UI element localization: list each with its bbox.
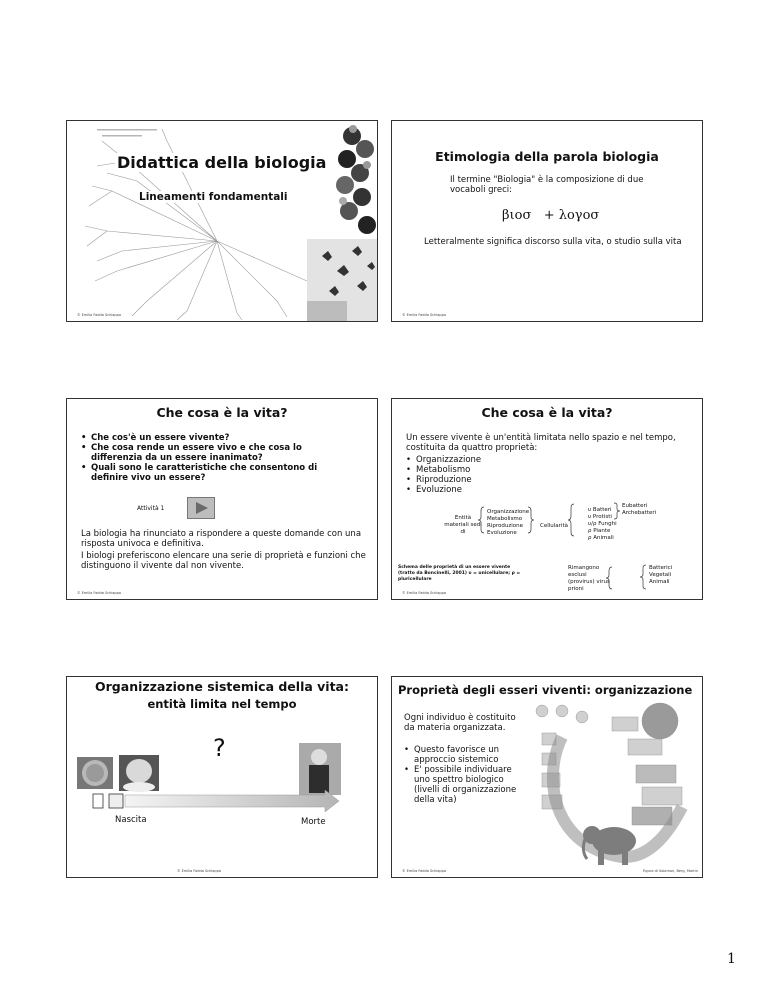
play-icon[interactable] (187, 497, 215, 519)
kingdom-item: ρ Piante (588, 528, 611, 534)
slide4-intro: Un essere vivente è un'entità limitata nello spazio e nel tempo, costituita da quattro proprietà: (406, 433, 676, 453)
greek-words: βιοσ + λογοσ (502, 208, 600, 223)
excluded-label: Rimangono esclusi (provirus) virus prioni (568, 565, 610, 592)
property-item: • Riproduzione (406, 475, 481, 485)
slide3-para1: La biologia ha rinunciato a rispondere a queste domande con una risposta univoca e definitiva. (81, 529, 362, 549)
elderly-man-photo (299, 743, 341, 795)
molecule-image (336, 125, 376, 234)
schema-caption: Schema delle proprietà di un essere vivente (tratto da Boncinelli, 2001) υ = unicellulare; ρ = pluricellulare (398, 565, 521, 582)
phylogenetic-tree-image (67, 121, 377, 321)
props-box (487, 509, 529, 537)
slide4-title: Che cosa è la vita? (481, 405, 613, 420)
bacteria-list (622, 503, 656, 517)
slide2-line2: Letteralmente significa discorso sulla vita, o studio sulla vita (424, 237, 682, 247)
box-item: Metabolismo (487, 516, 523, 522)
virus-host-item: Vegetali (649, 572, 672, 578)
bullet-item: • E' possibile individuare uno spettro biologico (livelli di organizzazione della vita) (404, 765, 522, 805)
slide6-intro: Ogni individuo è costituito da materia organizzata. (404, 713, 516, 733)
slide3-title: Che cosa è la vita? (156, 405, 288, 420)
property-item: • Organizzazione (406, 455, 481, 465)
slide-life-properties (391, 398, 703, 600)
timeline-graphic (67, 677, 377, 877)
cellularita-label: Cellularità (540, 523, 568, 529)
question-item: • Quali sono le caratteristiche che consentono di definire vivo un essere? (81, 463, 351, 483)
question-mark: ? (213, 734, 226, 762)
virus-host-list (649, 565, 672, 586)
copyright: © Emilia Fadda Schiappa (77, 591, 122, 595)
slide-what-is-life (66, 398, 378, 600)
copyright: © Emilia Fadda Schiappa (402, 313, 447, 317)
birth-label: Nascita (115, 815, 147, 825)
slide2-line1: Il termine "Biologia" è la composizione di due vocaboli greci: (450, 175, 644, 195)
box-item: Riproduzione (487, 523, 523, 529)
bacteria-item: Archebatteri (622, 510, 657, 516)
slide6-title: Proprietà degli esseri viventi: organizzazione (398, 683, 693, 697)
levels-of-organization-figure (392, 677, 702, 877)
slide2-title: Etimologia della parola biologia (435, 149, 659, 164)
box-item: Organizzazione (487, 509, 530, 515)
slide-life-timeline (66, 676, 378, 878)
death-label: Morte (301, 817, 326, 827)
copyright: © Emilia Fadda Schiappa (77, 313, 122, 317)
copyright: © Emilia Fadda Schiappa (177, 869, 222, 873)
question-item: • Che cos'è un essere vivente? (81, 433, 351, 443)
virus-host-item: Animali (649, 579, 670, 585)
kingdom-item: ρ Animali (588, 535, 614, 541)
kingdom-list (588, 507, 617, 542)
slide5-title-2: entità limita nel tempo (147, 697, 297, 711)
page-number: 1 (727, 951, 736, 967)
kingdom-item: υ Batteri (588, 507, 612, 513)
cell-photo (77, 757, 113, 789)
butterflies-image (307, 239, 377, 321)
question-item: • Che cosa rende un essere vivo e che cosa lo differenzia da un essere inanimato? (81, 443, 351, 463)
slide-etymology (391, 120, 703, 322)
bacteria-item: Eubatteri (622, 503, 648, 509)
box-item: Evoluzione (487, 530, 517, 536)
figure-credit: Figura di Solomon, Berg, Martin (642, 869, 698, 873)
slide-title (66, 120, 378, 322)
slide1-subtitle: Lineamenti fondamentali (139, 191, 288, 203)
baby-photo (119, 755, 159, 792)
kingdom-item: υ/ρ Funghi (588, 521, 617, 527)
activity-label: Attività 1 (137, 505, 165, 512)
slide3-para2: I biologi preferiscono elencare una serie di proprietà e funzioni che distinguono il vivente dal non vivente. (81, 551, 366, 571)
bullet-item: • Questo favorisce un approccio sistemico (404, 745, 522, 765)
virus-host-item: Batterici (649, 565, 673, 571)
slide-organization (391, 676, 703, 878)
property-item: • Metabolismo (406, 465, 481, 475)
slide5-title-1: Organizzazione sistemica della vita: (95, 679, 349, 694)
slide1-title: Didattica della biologia (117, 153, 327, 172)
copyright: © Emilia Fadda Schiappa (402, 869, 447, 873)
question-list (81, 433, 351, 483)
copyright: © Emilia Fadda Schiappa (402, 591, 447, 595)
property-item: • Evoluzione (406, 485, 481, 495)
entita-label: Entità materiali sedi di (444, 515, 482, 535)
kingdom-item: υ Protisti (588, 514, 612, 520)
